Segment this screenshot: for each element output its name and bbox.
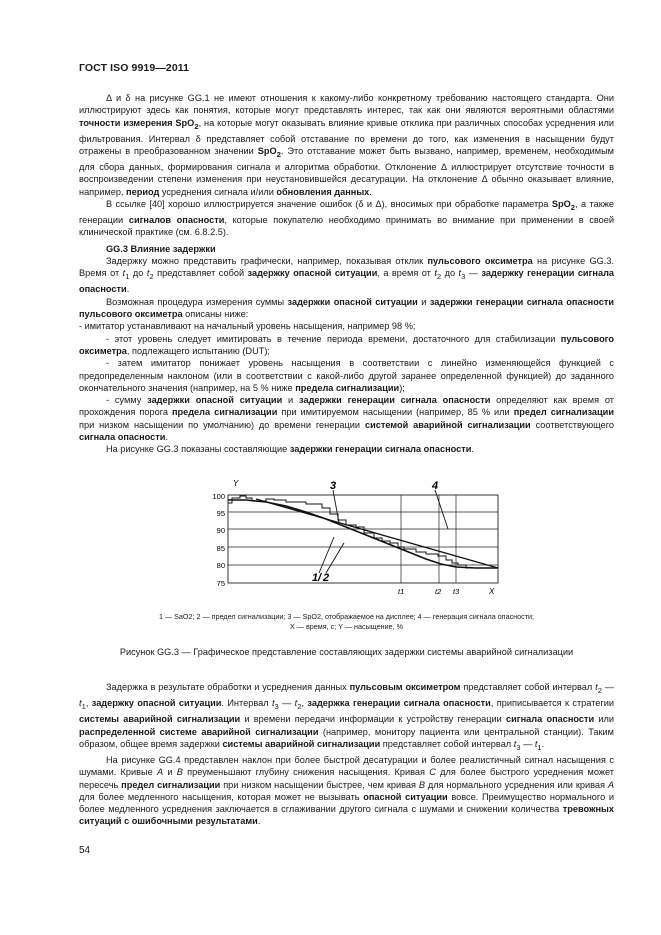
- sao2-curve: [228, 500, 498, 568]
- paragraph: Задержку можно представить графически, например, показывая отклик пульсового оксиметра на рисунке GG.3. Время от $t_1$ до $t_2$ представляет собой задержку опасной ситуации, а время от $t_2$ до $t_3$ — задержку генерации сигнала опасности.: [79, 256, 615, 295]
- section-title: GG.3 Влияние задержки: [106, 243, 216, 254]
- text-block-lower: [79, 681, 614, 828]
- callout-4: 4: [432, 480, 439, 492]
- y-tick-labels: [212, 492, 225, 588]
- spo2-displayed-curve: [228, 496, 498, 568]
- paragraph: В ссылке [40] хорошо иллюстрируется значение ошибок (δ и Δ), вносимых при обработке параметра SpO$_2$, а также генерации сигналов опасности, которые покупателю необходимо принимать во внимание при применении в своей клинической практике (см. 6.8.2.5).: [79, 199, 614, 238]
- t3-label: t3: [453, 587, 460, 596]
- document-header: ГОСТ ISO 9919—2011: [79, 62, 190, 74]
- page-number: 54: [79, 845, 91, 856]
- paragraph: Возможная процедура измерения суммы задержки опасной ситуации и задержки генерации сигнала опасности пульсового оксиметра описаны ниже:: [79, 296, 614, 320]
- text-block-top: [79, 92, 614, 456]
- figure-title: Рисунок GG.3 — Графическое представление составляющих задержки системы аварийной сигнализации: [119, 647, 574, 657]
- paragraph: На рисунке GG.3 показаны составляющие задержки генерации сигнала опасности.: [106, 444, 474, 455]
- list-item: - затем имитатор понижает уровень насыщения в соответствии с линейно изменяющейся функцией с предопределенным наклоном (или в соответствии с какой-либо другой заранее определенной функцией) до заданного окончательного значения (например, на 5 % ниже предела сигнализации);: [79, 358, 614, 393]
- y-tick-label: 95: [216, 509, 225, 518]
- list-item: - сумму задержки опасной ситуации и задержки генерации сигнала опасности определяют как время от прохождения порога предела сигнализации при имитируемом насыщении (например, 85 % или предел сигнализации при низком насыщении по умолчанию) до времени генерации системой аварийной сигнализации соответствующего сигнала опасности.: [79, 395, 615, 443]
- legend-line-2: X — время, с; Y — насыщение, %: [290, 622, 403, 631]
- paragraph: Δ и δ на рисунке GG.1 не имеют отношения к какому-либо конкретному требованию настоящего стандарта. Они иллюстрируют здесь как понятия, которые могут представлять интерес, так как они являются вероятными областями точности измерения SpO$_2$, на которые могут оказывать влияние кривые отклика при различных способах усреднения или фильтрования. Интервал δ представляет собой отставание по времени до того, как изменения в насыщении будут отражены в преобразованном значении SpO$_2$. Это отставание может быть вызвано, например, временем, необходимым для сбора данных, формирования сигнала и алгоритма обработки. Отклонение Δ иллюстрирует отсутствие точности в воспроизведении степени изменения при неустановившейся десатурации. На отклонение Δ обычно оказывает влияние, например, период усреднения сигнала и/или обновления данных.: [79, 93, 615, 197]
- legend-line-1: 1 — SaO2; 2 — предел сигнализации; 3 — SpO2, отображаемое на дисплее; 4 — генерация сигнала опасности;: [158, 612, 535, 621]
- alarm-limit-line: [256, 499, 498, 568]
- t1-label: t1: [398, 587, 405, 596]
- paragraph: Задержка в результате обработки и усреднения данных пульсовым оксиметром представляет собой интервал $t_2$ — $t_1$, задержку опасной ситуации. Интервал $t_3$ — $t_2$, задержка генерации сигнала опасности, приписывается к стратегии системы аварийной сигнализации и времени передачи информации к устройству генерации сигнала опасности или распределенной системе аварийной сигнализации (например, монитору пациента или центральной станции). Таким образом, общее время задержки системы аварийной сигнализации представляет собой интервал $t_3$ — $t_1$.: [79, 682, 615, 752]
- figure-gg3: [212, 477, 506, 602]
- y-tick-label: 80: [216, 561, 225, 570]
- figure-legend: [79, 612, 614, 632]
- callout-2: 2: [323, 572, 330, 584]
- grid-lines: [228, 495, 498, 583]
- t2-label: t2: [435, 587, 442, 596]
- y-tick-label: 100: [212, 492, 225, 501]
- y-tick-label: 90: [216, 526, 225, 535]
- callout-1: 1: [312, 572, 319, 584]
- paragraph: На рисунке GG.4 представлен наклон при более быстрой десатурации и более реалистичный сигнал насыщения с шумами. Кривые A и B преуменьшают глубину снижения насыщения. Кривая C для более быстрого усреднения может пересечь предел сигнализации при низком насыщении быстрее, чем кривая B для нормального усреднения или кривая A для более медленного насыщения, которая может не вызывать опасной ситуации вовсе. Преимущество нормального и более медленного усреднения заключается в сглаживании другого сигнала с шумами и снижении количества тревожных ситуаций с ошибочными результатами.: [79, 754, 614, 827]
- list-item: - этот уровень следует имитировать в течение периода времени, достаточного для стабилизации пульсового оксиметра, подлежащего испытанию (DUT);: [79, 333, 614, 356]
- y-axis-label: Y: [233, 479, 239, 488]
- y-tick-label: 75: [216, 579, 225, 588]
- y-tick-label: 85: [216, 544, 225, 553]
- callout-separator: /: [318, 572, 322, 584]
- time-marker-labels: [398, 587, 460, 596]
- callout-3: 3: [330, 480, 337, 492]
- plot-frame: [228, 495, 498, 583]
- list-item: - имитатор устанавливают на начальный уровень насыщения, например 98 %;: [79, 321, 416, 332]
- x-axis-label: X: [489, 587, 495, 596]
